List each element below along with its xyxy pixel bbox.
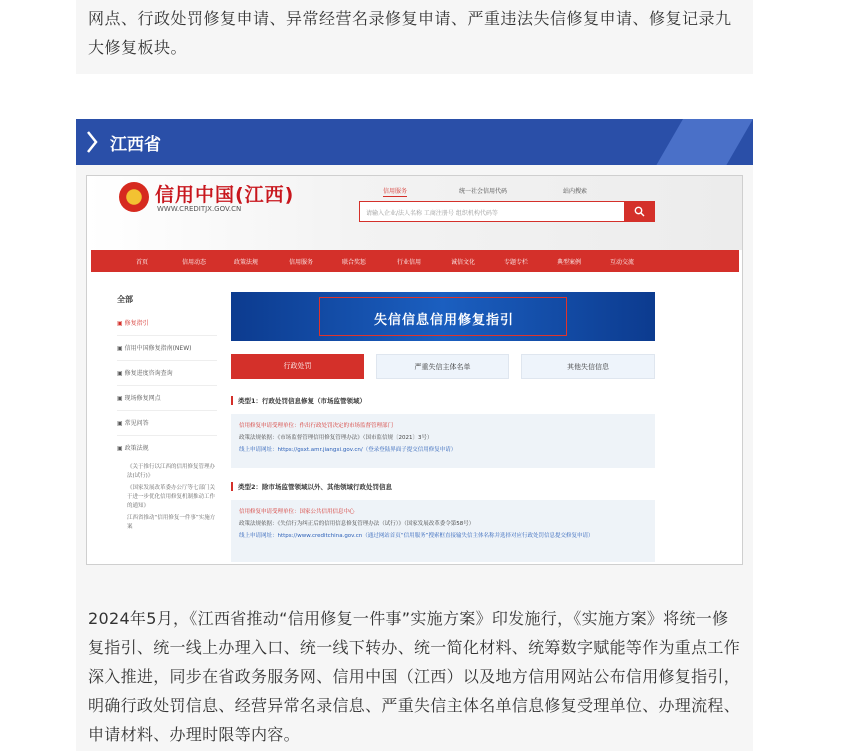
- sidebar-title: 全部: [117, 295, 133, 304]
- sidebar-item-guide[interactable]: ▣ 修复指引: [117, 311, 217, 336]
- sidebar-item-label: 政策法规: [124, 445, 149, 452]
- site-logo-text: 信用中国(江西): [155, 184, 295, 206]
- sidebar-item-offline-sites[interactable]: ▣ 现场修复网点: [117, 386, 217, 411]
- website-screenshot: [86, 175, 743, 565]
- site-header: [87, 176, 742, 250]
- intro-card: [76, 0, 753, 74]
- search-tab-credit-service[interactable]: 信用服务: [383, 188, 408, 195]
- sidebar-item-label: 信用中国修复指南(NEW): [124, 345, 192, 352]
- sidebar-item-policies[interactable]: ▣ 政策法规: [117, 445, 149, 452]
- search-tab-site-search[interactable]: 站内搜索: [563, 188, 588, 195]
- info-link[interactable]: 线上申请网址：https://gsxt.amr.jiangxi.gov.cn/（登录登陆界面子提交信用修复申请）: [239, 447, 457, 453]
- site-logo-url: WWW.CREDITJX.GOV.CN: [157, 205, 242, 213]
- tab-serious-dishonest[interactable]: 严重失信主体名单: [376, 354, 509, 379]
- national-emblem-icon: [119, 182, 149, 212]
- guide-banner: [231, 292, 655, 341]
- sidebar-item-creditchina-guide[interactable]: ▣ 信用中国修复指南(NEW): [117, 336, 217, 361]
- tab-other-info[interactable]: 其他失信信息: [521, 354, 655, 379]
- site-nav: [91, 250, 739, 272]
- sidebar-item-label: 修复进度咨询查询: [124, 370, 173, 377]
- sidebar-item-label: 常见问答: [124, 420, 149, 427]
- nav-item[interactable]: 政策法规: [234, 259, 259, 266]
- nav-item[interactable]: 典型案例: [557, 259, 582, 266]
- info-line: 政策法规依据：《失信行为纠正后的信用信息修复管理办法（试行）》（国家发展改革委令第58号）: [239, 521, 475, 527]
- screenshot-card: [76, 165, 753, 573]
- sidebar-item-progress[interactable]: ▣ 修复进度咨询查询: [117, 361, 217, 386]
- info-line: 信用修复申请受理单位：国家公共信用信息中心: [239, 509, 355, 515]
- sidebar-subitem[interactable]: 《关于推行以江西的信用修复管理办法(试行)》: [127, 464, 216, 479]
- body-card: [76, 573, 753, 751]
- info-link[interactable]: 线上申请网址：https://www.creditchina.gov.cn（通过网站首页“信用服务”搜索框直接输失信主体名称并选择对应行政处罚信息提交修复申请）: [239, 533, 594, 539]
- nav-item[interactable]: 信用动态: [182, 259, 207, 266]
- nav-item[interactable]: 联合奖惩: [342, 259, 367, 266]
- sidebar-item-label: 现场修复网点: [124, 395, 161, 402]
- sidebar-item-label: 修复指引: [124, 320, 149, 327]
- nav-item[interactable]: 行业信用: [397, 259, 422, 266]
- nav-item[interactable]: 首页: [136, 259, 149, 266]
- nav-item[interactable]: 信用服务: [289, 259, 314, 266]
- nav-item[interactable]: 专题专栏: [504, 259, 529, 266]
- decor-stripe: [656, 119, 753, 165]
- banner-title: 失信信息信用修复指引: [373, 313, 514, 328]
- section-header: [76, 119, 753, 165]
- site-sidebar: [117, 294, 217, 535]
- site-search-button[interactable]: [625, 201, 655, 222]
- body-paragraph: 2024年5月，《江西省推动“信用修复一件事”实施方案》印发施行，《实施方案》将统一修复指引、统一线上办理入口、统一线下转办、统一简化材料、统筹数字赋能等作为重点工作深入推进，同步在省政务服务网、信用中国（江西）以及地方信用网站公布信用修复指引，明确行政处罚信息、经营异常名录信息、严重失信主体名单信息修复受理单位、办理流程、申请材料、办理时限等内容。: [88, 609, 741, 744]
- search-icon: [634, 206, 645, 217]
- search-placeholder: 请输入企业/法人名称 工商注册号 组织机构代码等: [366, 210, 498, 217]
- sidebar-item-faq[interactable]: ▣ 常见问答: [117, 411, 217, 436]
- tab-admin-penalty[interactable]: 行政处罚: [231, 354, 364, 379]
- banner-frame: [319, 297, 567, 336]
- category-title: 类型1：行政处罚信息修复（市场监管领域）: [231, 396, 366, 405]
- site-search-input[interactable]: [359, 201, 625, 222]
- category-title: 类型2：除市场监管领域以外、其他领域行政处罚信息: [231, 482, 392, 491]
- intro-paragraph: 网点、行政处罚修复申请、异常经营名录修复申请、严重违法失信修复申请、修复记录九大修复板块。: [88, 9, 732, 57]
- search-tab-credit-code[interactable]: 统一社会信用代码: [459, 188, 508, 195]
- info-line: 政策法规依据：《市场监督管理信用修复管理办法》（国市监信规〔2021〕3号）: [239, 435, 433, 441]
- chevron-right-icon: [86, 130, 98, 154]
- section-title: 江西省: [110, 135, 161, 155]
- sidebar-subitem[interactable]: 江西省推动“信用修复一件事”实施方案: [127, 515, 216, 530]
- info-line: 信用修复申请受理单位：作出行政处罚决定的市场监督管理部门: [239, 423, 394, 429]
- category-info-box: [231, 414, 655, 468]
- nav-item[interactable]: 诚信文化: [451, 259, 476, 266]
- category-info-box: [231, 500, 655, 562]
- nav-item[interactable]: 互动交流: [610, 259, 635, 266]
- sidebar-subitem[interactable]: 《国家发展改革委办公厅等七部门关于进一步优化信用修复机制推动工作的通知》: [127, 485, 216, 509]
